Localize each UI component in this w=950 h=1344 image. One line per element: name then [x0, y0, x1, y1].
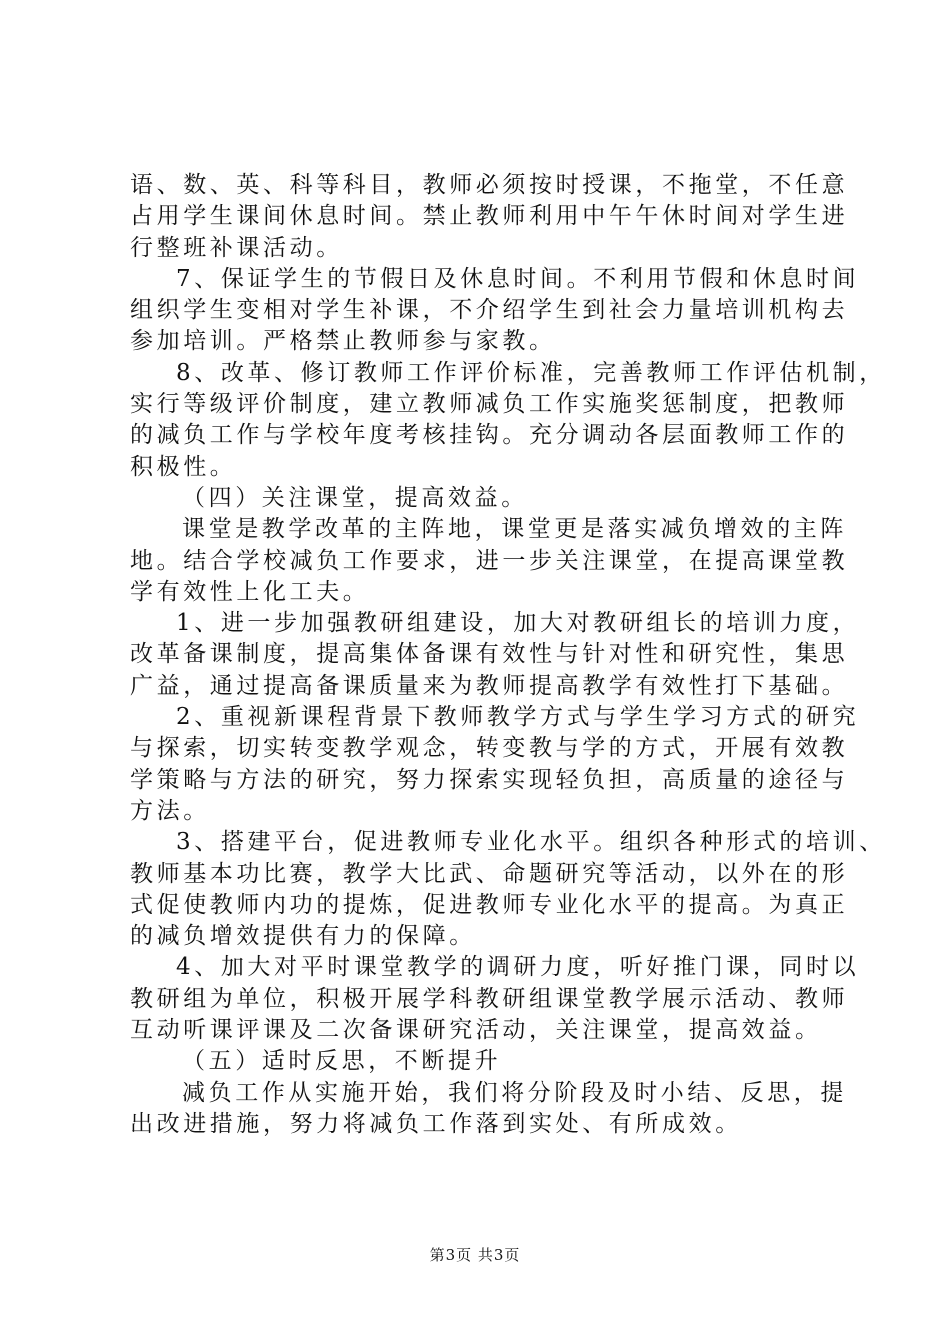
section-heading-4: （四）关注课堂，提高效益。 [182, 484, 528, 511]
text-line: 行整班补课活动。 [130, 234, 343, 261]
paragraph-start: 课堂是教学改革的主阵地，课堂更是落实减负增效的主阵 [182, 516, 847, 543]
text-line: 实行等级评价制度，建立教师减负工作实施奖惩制度，把教师 [130, 391, 849, 418]
text-line: 组织学生变相对学生补课，不介绍学生到社会力量培训机构去 [130, 297, 849, 324]
page-number-footer: 第3页 共3页 [429, 1246, 521, 1264]
text-line: 出改进措施，努力将减负工作落到实处、有所成效。 [130, 1110, 742, 1137]
text-line: 广益，通过提高备课质量来为教师提高教学有效性打下基础。 [130, 672, 849, 699]
text-line: 积极性。 [130, 453, 237, 480]
text-line: 占用学生课间休息时间。禁止教师利用中午午休时间对学生进 [130, 203, 849, 230]
text-line: 学有效性上化工夫。 [130, 578, 370, 605]
numbered-item-2: 2、重视新课程背景下教师教学方式与学生学习方式的研究 [176, 704, 860, 731]
section-heading-5: （五）适时反思，不断提升 [182, 1048, 502, 1075]
numbered-item-4: 4、加大对平时课堂教学的调研力度，听好推门课，同时以 [176, 954, 860, 981]
numbered-item-7: 7、保证学生的节假日及休息时间。不利用节假和休息时间 [176, 265, 860, 292]
text-line: 地。结合学校减负工作要求，进一步关注课堂，在提高课堂教 [130, 547, 849, 574]
text-line: 教研组为单位，积极开展学科教研组课堂教学展示活动、教师 [130, 985, 849, 1012]
text-line: 互动听课评课及二次备课研究活动，关注课堂，提高效益。 [130, 1017, 822, 1044]
text-line: 学策略与方法的研究，努力探索实现轻负担，高质量的途径与 [130, 766, 849, 793]
text-line: 的减负增效提供有力的保障。 [130, 923, 476, 950]
text-line: 参加培训。严格禁止教师参与家教。 [130, 328, 556, 355]
document-body [130, 170, 886, 1140]
numbered-item-8: 8、改革、修订教师工作评价标准，完善教师工作评估机制， [176, 359, 886, 386]
numbered-item-1: 1、进一步加强教研组建设，加大对教研组长的培训力度， [176, 610, 860, 637]
text-line: 与探索，切实转变教学观念，转变教与学的方式，开展有效教 [130, 735, 849, 762]
text-line: 教师基本功比赛，教学大比武、命题研究等活动，以外在的形 [130, 860, 849, 887]
text-line: 语、数、英、科等科目，教师必须按时授课，不拖堂，不任意 [130, 172, 849, 198]
text-line: 式促使教师内功的提炼，促进教师专业化水平的提高。为真正 [130, 891, 849, 918]
paragraph-start: 减负工作从实施开始，我们将分阶段及时小结、反思，提 [182, 1079, 847, 1106]
text-line: 的减负工作与学校年度考核挂钩。充分调动各层面教师工作的 [130, 422, 849, 449]
numbered-item-3: 3、搭建平台，促进教师专业化水平。组织各种形式的培训、 [176, 829, 886, 856]
text-line: 方法。 [130, 797, 210, 824]
text-line: 改革备课制度，提高集体备课有效性与针对性和研究性，集思 [130, 641, 849, 668]
